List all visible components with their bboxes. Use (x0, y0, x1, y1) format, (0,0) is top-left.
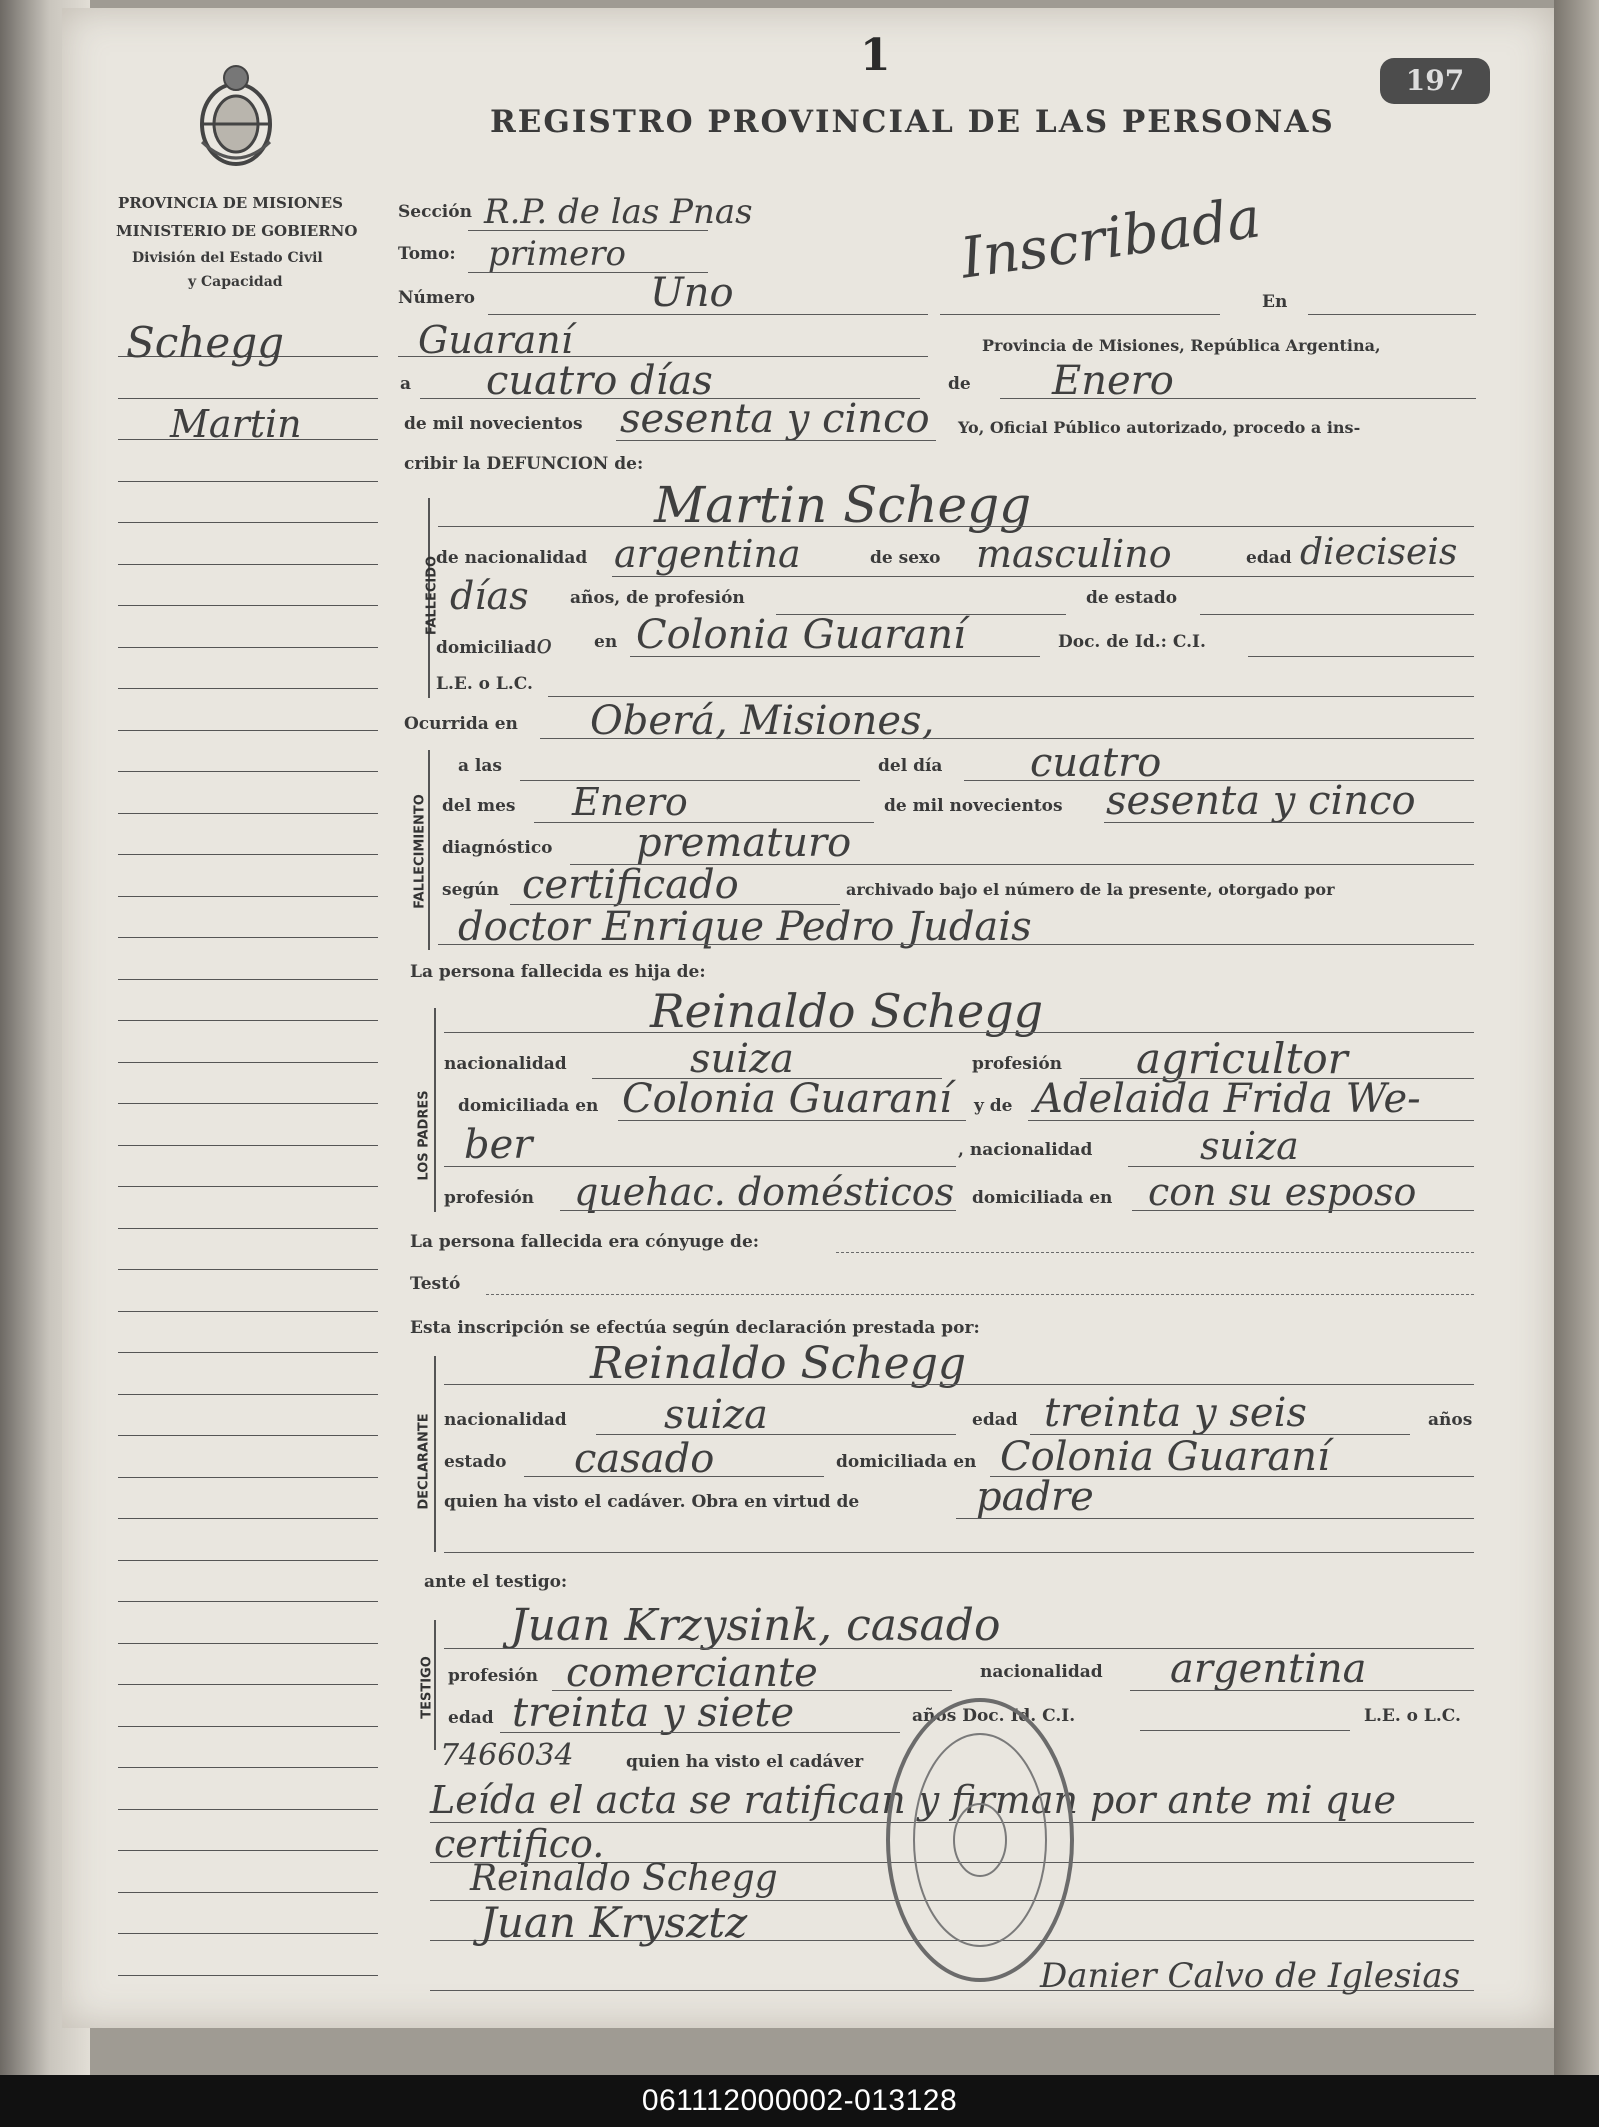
domiciliado-suffix: o (536, 630, 552, 660)
margin-rule (118, 1767, 378, 1768)
testigo-nacionalidad-label: nacionalidad (980, 1662, 1103, 1682)
margin-rule (118, 564, 378, 565)
margin-rule (118, 1601, 378, 1602)
padres-side-label: LOS PADRES (416, 1090, 432, 1181)
declarante-virtud-line (956, 1518, 1474, 1519)
ocurrida-label: Ocurrida en (404, 714, 518, 734)
declaracion-intro: Esta inscripción se efectúa según declaración prestada por: (410, 1318, 980, 1338)
footer-code: 061112000002-013128 (0, 2075, 1599, 2127)
conyuge-line (836, 1252, 1474, 1253)
testigo-intro: ante el testigo: (424, 1572, 568, 1592)
del-dia-label: del día (878, 756, 943, 776)
padres-bracket (434, 1008, 436, 1212)
declarante-estado-value: casado (574, 1436, 715, 1482)
year-line (616, 440, 936, 441)
testigo-anos-doc-label: años Doc. Id. C.I. (912, 1706, 1076, 1726)
fallecido-name-line (438, 526, 1474, 527)
father-profesion: agricultor (1136, 1034, 1348, 1083)
margin-rule (118, 1809, 378, 1810)
de-mil-label: de mil novecientos (884, 796, 1063, 816)
agency-line1: PROVINCIA DE MISIONES (118, 194, 343, 212)
tomo-label: Tomo: (398, 244, 456, 264)
margin-rule (118, 1394, 378, 1395)
mother-name-1: Adelaida Frida We- (1034, 1076, 1421, 1122)
inscribed-stamp: Inscribada (956, 185, 1265, 292)
margin-rule (118, 1684, 378, 1685)
declarante-estado-line (524, 1476, 824, 1477)
page-title: REGISTRO PROVINCIAL DE LAS PERSONAS (490, 104, 1335, 140)
margin-rule (118, 1726, 378, 1727)
year-value: sesenta y cinco (620, 396, 930, 442)
anio-line (1104, 822, 1474, 823)
mother-nacionalidad: suiza (1200, 1124, 1299, 1168)
fallecimiento-bracket (428, 750, 430, 950)
testigo-edad-value: treinta y siete (512, 1690, 795, 1736)
y-de-label: y de (974, 1096, 1013, 1116)
mother-profesion: quehac. domésticos (574, 1170, 955, 1214)
declarante-extra-line (444, 1552, 1474, 1553)
fallecido-nacionalidad-label: de nacionalidad (436, 548, 588, 568)
ocurrida-value: Oberá, Misiones, (590, 698, 935, 744)
fallecido-le-line (548, 696, 1474, 697)
diagnostico-label: diagnóstico (442, 838, 553, 858)
seccion-line (468, 230, 708, 231)
margin-surname: Schegg (126, 318, 284, 367)
margin-rule (118, 1643, 378, 1644)
margin-rule (118, 854, 378, 855)
father-name: Reinaldo Schegg (650, 984, 1044, 1038)
month-line (1000, 398, 1476, 399)
coat-of-arms-icon (188, 62, 284, 172)
margin-rule (118, 1850, 378, 1851)
mother-name-line (1028, 1120, 1474, 1121)
father-domicilio-line (618, 1120, 966, 1121)
padres-domiciliada-label2: domiciliada en (972, 1188, 1113, 1208)
margin-rule (118, 688, 378, 689)
signature-3: Danier Calvo de Iglesias (1040, 1956, 1461, 1996)
agency-line4: y Capacidad (188, 274, 283, 290)
fallecimiento-side-label: FALLECIMIENTO (412, 794, 428, 909)
ocurrida-line (540, 738, 1474, 739)
tomo-value: primero (488, 234, 626, 274)
padres-nacionalidad-label2: , nacionalidad (958, 1140, 1093, 1160)
agency-line3: División del Estado Civil (132, 250, 323, 266)
diagnostico-value: prematuro (636, 820, 852, 866)
margin-rule (118, 1892, 378, 1893)
fallecido-doc-label: Doc. de Id.: C.I. (1058, 632, 1206, 652)
fallecido-domicilio-line (630, 656, 1040, 657)
fallecido-edad-value: dieciseis (1300, 532, 1458, 573)
folio-badge (1380, 58, 1490, 104)
margin-rule (118, 522, 378, 523)
margin-rule (118, 1186, 378, 1187)
declarante-domicilio-value: Colonia Guaraní (1000, 1434, 1330, 1480)
doctor-value: doctor Enrique Pedro Judais (458, 904, 1032, 950)
page-number: 1 (860, 30, 891, 81)
fallecido-anos-label: años, de profesión (570, 588, 745, 608)
declarante-name: Reinaldo Schegg (590, 1338, 967, 1389)
day-value: cuatro días (486, 358, 713, 404)
a-label: a (400, 374, 412, 394)
conyuge-label: La persona fallecida era cónyuge de: (410, 1232, 760, 1252)
dia-value: cuatro (1030, 740, 1162, 786)
mother-domicilio-line (1132, 1210, 1474, 1211)
declarante-virtud-value: padre (976, 1474, 1094, 1520)
fallecido-sexo-label: de sexo (870, 548, 941, 568)
margin-rule (118, 1228, 378, 1229)
margin-rule (118, 398, 378, 399)
margin-rule (118, 605, 378, 606)
declarante-anos-label: años (1428, 1410, 1473, 1430)
fallecido-estado-line (1200, 614, 1474, 615)
father-domicilio: Colonia Guaraní (622, 1076, 952, 1122)
del-mes-label: del mes (442, 796, 516, 816)
margin-rule (118, 1103, 378, 1104)
padres-domiciliada-label: domiciliada en (458, 1096, 599, 1116)
month-value: Enero (1052, 358, 1174, 404)
numero-line2 (940, 314, 1220, 315)
fallecido-en-label: en (594, 632, 618, 652)
testo-label: Testó (410, 1274, 461, 1294)
testigo-visto-text: quien ha visto el cadáver (626, 1752, 864, 1772)
seccion-value: R.P. de las Pnas (484, 192, 753, 232)
a-las-line (520, 780, 860, 781)
padres-nacionalidad-label: nacionalidad (444, 1054, 567, 1074)
testigo-edad-line (500, 1732, 900, 1733)
en-line (1308, 314, 1476, 315)
margin-rule (118, 481, 378, 482)
closing-line1: Leída el acta se ratifican y firman por ante mi que (430, 1778, 1397, 1822)
archivado-text: archivado bajo el número de la presente, otorgado por (846, 880, 1335, 899)
mother-name-2: ber (464, 1122, 533, 1168)
en-label: En (1262, 292, 1288, 312)
declarante-estado-label: estado (444, 1452, 507, 1472)
segun-value: certificado (522, 862, 739, 908)
fallecido-estado-label: de estado (1086, 588, 1178, 608)
testigo-profesion-value: comerciante (566, 1650, 818, 1696)
margin-rule (118, 1269, 378, 1270)
margin-rule (118, 1975, 378, 1976)
margin-rule (118, 1145, 378, 1146)
testigo-doc-value: 7466034 (440, 1738, 574, 1773)
fallecido-name: Martin Schegg (654, 476, 1032, 534)
declarante-edad-label: edad (972, 1410, 1018, 1430)
fallecido-row1-line (612, 576, 1474, 577)
province-text: Provincia de Misiones, República Argentina, (982, 336, 1381, 355)
numero-line (488, 314, 928, 315)
father-nacionalidad: suiza (690, 1036, 795, 1082)
testigo-edad-label: edad (448, 1708, 494, 1728)
folio-number: 197 (1405, 64, 1465, 97)
margin-rule (118, 1933, 378, 1934)
signature-1: Reinaldo Schegg (470, 1858, 778, 1899)
signature-2: Juan Krysztz (480, 1898, 748, 1947)
fallecido-domicilio-value: Colonia Guaraní (636, 612, 966, 658)
margin-rule (118, 647, 378, 648)
de-label: de (948, 374, 971, 394)
fallecido-edad-value2: días (450, 574, 529, 618)
margin-rule (118, 937, 378, 938)
fallecido-nacionalidad-value: argentina (614, 532, 801, 576)
margin-rule (118, 1477, 378, 1478)
declarante-nacionalidad-line (596, 1434, 956, 1435)
mes-value: Enero (572, 780, 688, 824)
a-las-label: a las (458, 756, 502, 776)
mother-nacionalidad-line (1128, 1166, 1474, 1167)
margin-rule (118, 730, 378, 731)
mother-profesion-line (560, 1210, 956, 1211)
padres-profesion-label2: profesión (444, 1188, 535, 1208)
father-name-line (444, 1032, 1474, 1033)
place-value: Guaraní (418, 318, 573, 362)
fallecido-edad-label: edad (1246, 548, 1292, 568)
margin-rule (118, 1560, 378, 1561)
testigo-doc-line (1140, 1730, 1350, 1731)
declarante-name-line (444, 1384, 1474, 1385)
numero-value: Uno (650, 270, 734, 316)
fallecido-doc-line (1248, 656, 1474, 657)
mother-domicilio: con su esposo (1148, 1170, 1417, 1214)
margin-rule (118, 1352, 378, 1353)
margin-rule (118, 1062, 378, 1063)
anio-value: sesenta y cinco (1106, 778, 1416, 824)
declarante-edad-value: treinta y seis (1044, 1390, 1307, 1436)
doctor-line (438, 944, 1474, 945)
testigo-le-label: L.E. o L.C. (1364, 1706, 1461, 1726)
padres-profesion-label: profesión (972, 1054, 1063, 1074)
testo-line (486, 1294, 1474, 1295)
margin-rule (118, 896, 378, 897)
domiciliado-text: domiciliad (436, 638, 537, 658)
declarante-side-label: DECLARANTE (416, 1413, 432, 1510)
fallecido-domiciliado-label (436, 630, 552, 660)
margin-rule (118, 1518, 378, 1519)
margin-rule (118, 813, 378, 814)
testigo-profesion-label: profesión (448, 1666, 539, 1686)
testigo-name: Juan Krzysink, casado (510, 1600, 1001, 1651)
official-seal-icon (880, 1690, 1080, 1990)
segun-label: según (442, 880, 499, 900)
margin-rule (118, 1311, 378, 1312)
closing-line2: certifico. (434, 1822, 605, 1866)
officer-text: Yo, Oficial Público autorizado, procedo a ins- (958, 418, 1361, 437)
year-prefix: de mil novecientos (404, 414, 583, 434)
fallecido-sexo-value: masculino (976, 532, 1172, 576)
declarante-nacionalidad-label: nacionalidad (444, 1410, 567, 1430)
margin-given-name: Martin (170, 402, 302, 446)
margin-rule (118, 1020, 378, 1021)
testigo-side-label: TESTIGO (419, 1656, 435, 1719)
agency-line2: MINISTERIO DE GOBIERNO (116, 222, 358, 240)
declarante-visto-text: quien ha visto el cadáver. Obra en virtud de (444, 1492, 860, 1512)
numero-label: Número (398, 288, 475, 308)
place-line (398, 356, 928, 357)
margin-rule (118, 771, 378, 772)
testigo-nacionalidad-value: argentina (1170, 1646, 1367, 1692)
padres-intro: La persona fallecida es hija de: (410, 962, 706, 982)
margin-rule (118, 1435, 378, 1436)
declarante-nacionalidad-value: suiza (664, 1392, 769, 1438)
fallecido-side-label: FALLECIDO (424, 555, 440, 636)
inscribir-text: cribir la DEFUNCION de: (404, 454, 644, 474)
fallecido-le-label: L.E. o L.C. (436, 674, 533, 694)
book-page-edge (1554, 0, 1599, 2075)
mother-name2-line (444, 1166, 956, 1167)
margin-rule (118, 979, 378, 980)
declarante-domiciliada-label: domiciliada en (836, 1452, 977, 1472)
testigo-nacionalidad-line (1130, 1690, 1474, 1691)
seccion-label: Sección (398, 202, 472, 222)
declarante-bracket (434, 1356, 436, 1552)
